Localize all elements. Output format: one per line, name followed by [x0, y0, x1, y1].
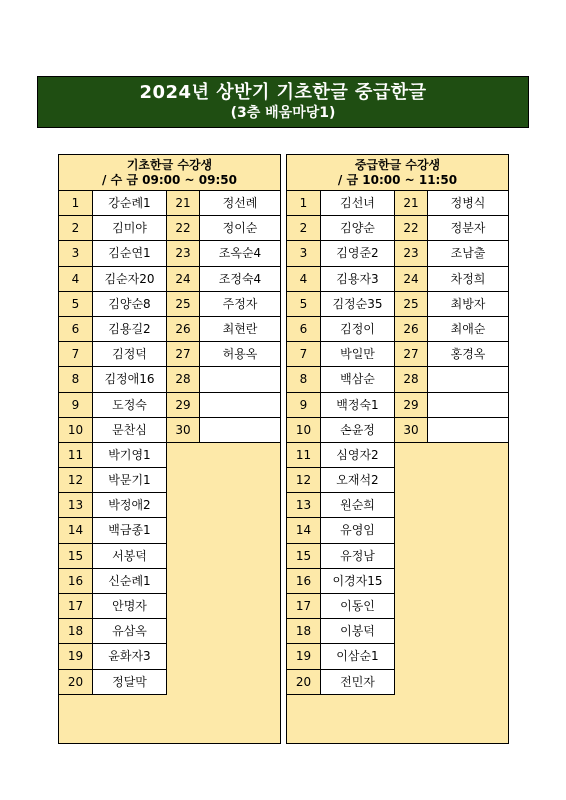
row-number: 29	[395, 393, 428, 418]
table-row	[59, 644, 280, 669]
table-row	[287, 544, 508, 569]
student-name: 최방자	[428, 292, 508, 317]
student-name: 주정자	[200, 292, 280, 317]
student-name: 박정애2	[93, 493, 167, 518]
row-number: 21	[395, 191, 428, 216]
row-number: 25	[395, 292, 428, 317]
student-name: 정이순	[200, 216, 280, 241]
table-row	[287, 619, 508, 644]
row-number: 3	[59, 241, 93, 266]
table-row	[287, 418, 508, 443]
row-number: 10	[287, 418, 321, 443]
student-name: 이봉덕	[321, 619, 395, 644]
table-row	[59, 418, 280, 443]
student-name	[200, 418, 280, 443]
table-row	[287, 241, 508, 266]
table-row	[59, 468, 280, 493]
row-number: 20	[59, 670, 93, 695]
row-number: 10	[59, 418, 93, 443]
student-name: 김용자3	[321, 267, 395, 292]
table-row	[287, 267, 508, 292]
table-row	[287, 216, 508, 241]
student-name: 이동인	[321, 594, 395, 619]
student-name: 오재석2	[321, 468, 395, 493]
table-row	[59, 569, 280, 594]
row-number: 27	[395, 342, 428, 367]
row-number: 19	[287, 644, 321, 669]
row-number: 18	[287, 619, 321, 644]
beginner-class-panel	[58, 154, 281, 744]
student-name: 김정덕	[93, 342, 167, 367]
row-number: 11	[59, 443, 93, 468]
student-name: 백정숙1	[321, 393, 395, 418]
row-number: 27	[167, 342, 200, 367]
row-number: 17	[59, 594, 93, 619]
row-number: 26	[395, 317, 428, 342]
student-name: 김양순8	[93, 292, 167, 317]
row-number: 28	[395, 367, 428, 392]
row-number: 6	[59, 317, 93, 342]
title-banner	[37, 76, 529, 128]
row-number: 13	[287, 493, 321, 518]
row-number: 8	[287, 367, 321, 392]
row-number: 22	[167, 216, 200, 241]
row-number: 8	[59, 367, 93, 392]
table-row	[287, 518, 508, 543]
student-name: 조옥순4	[200, 241, 280, 266]
row-number: 24	[167, 267, 200, 292]
student-name: 조정숙4	[200, 267, 280, 292]
student-name: 백삼순	[321, 367, 395, 392]
row-number: 9	[287, 393, 321, 418]
table-row	[59, 191, 280, 216]
student-name: 최현란	[200, 317, 280, 342]
page-title: 2024년 상반기 기초한글 중급한글	[139, 82, 427, 103]
class-schedule: / 수 금 09:00 ~ 09:50	[102, 173, 237, 187]
student-name	[428, 367, 508, 392]
table-row	[59, 367, 280, 392]
student-name	[200, 393, 280, 418]
row-number: 18	[59, 619, 93, 644]
row-number: 17	[287, 594, 321, 619]
student-name: 신순례1	[93, 569, 167, 594]
class-title: 중급한글 수강생	[354, 158, 441, 172]
row-number: 4	[59, 267, 93, 292]
row-number: 1	[287, 191, 321, 216]
table-row	[59, 594, 280, 619]
student-name: 이경자15	[321, 569, 395, 594]
student-table	[59, 191, 280, 695]
student-name: 정분자	[428, 216, 508, 241]
row-number: 9	[59, 393, 93, 418]
student-name	[428, 393, 508, 418]
row-number: 12	[59, 468, 93, 493]
table-row	[59, 518, 280, 543]
table-row	[287, 443, 508, 468]
table-row	[59, 493, 280, 518]
table-row	[59, 670, 280, 695]
row-number: 30	[167, 418, 200, 443]
table-row	[287, 594, 508, 619]
student-name: 박기영1	[93, 443, 167, 468]
table-row	[59, 216, 280, 241]
row-number: 19	[59, 644, 93, 669]
row-number: 21	[167, 191, 200, 216]
table-row	[287, 644, 508, 669]
student-name: 전민자	[321, 670, 395, 695]
row-number: 22	[395, 216, 428, 241]
student-name: 김영준2	[321, 241, 395, 266]
student-name: 윤화자3	[93, 644, 167, 669]
student-name: 안명자	[93, 594, 167, 619]
table-row	[59, 342, 280, 367]
row-number: 16	[59, 569, 93, 594]
student-name: 이삼순1	[321, 644, 395, 669]
student-name: 서봉덕	[93, 544, 167, 569]
class-header	[287, 155, 508, 191]
student-name: 정달막	[93, 670, 167, 695]
student-name: 김정애16	[93, 367, 167, 392]
table-row	[59, 544, 280, 569]
row-number: 2	[287, 216, 321, 241]
student-name: 최애순	[428, 317, 508, 342]
student-name: 김정이	[321, 317, 395, 342]
row-number: 20	[287, 670, 321, 695]
student-name: 백금종1	[93, 518, 167, 543]
student-name: 김미야	[93, 216, 167, 241]
table-row	[287, 292, 508, 317]
student-name: 김순자20	[93, 267, 167, 292]
table-row	[287, 393, 508, 418]
table-row	[287, 342, 508, 367]
row-number: 30	[395, 418, 428, 443]
table-row	[59, 267, 280, 292]
student-name: 정선례	[200, 191, 280, 216]
table-row	[287, 191, 508, 216]
row-number: 28	[167, 367, 200, 392]
table-row	[59, 619, 280, 644]
row-number: 7	[59, 342, 93, 367]
class-schedule: / 금 10:00 ~ 11:50	[337, 173, 458, 187]
student-name: 김순연1	[93, 241, 167, 266]
row-number: 15	[287, 544, 321, 569]
table-row	[59, 241, 280, 266]
row-number: 24	[395, 267, 428, 292]
student-table	[287, 191, 508, 695]
table-row	[59, 393, 280, 418]
row-number: 11	[287, 443, 321, 468]
table-row	[59, 292, 280, 317]
class-header	[59, 155, 280, 191]
table-row	[287, 367, 508, 392]
student-name: 조남출	[428, 241, 508, 266]
student-name	[428, 418, 508, 443]
row-number: 15	[59, 544, 93, 569]
row-number: 7	[287, 342, 321, 367]
row-number: 6	[287, 317, 321, 342]
student-name: 손윤정	[321, 418, 395, 443]
student-name: 유영임	[321, 518, 395, 543]
row-number: 4	[287, 267, 321, 292]
student-name: 김정순35	[321, 292, 395, 317]
student-name: 강순례1	[93, 191, 167, 216]
row-number: 23	[395, 241, 428, 266]
row-number: 23	[167, 241, 200, 266]
row-number: 1	[59, 191, 93, 216]
student-name: 김양순	[321, 216, 395, 241]
student-name: 문찬심	[93, 418, 167, 443]
row-number: 16	[287, 569, 321, 594]
class-title: 기초한글 수강생	[126, 158, 213, 172]
student-name: 정병식	[428, 191, 508, 216]
student-name: 박문기1	[93, 468, 167, 493]
table-row	[59, 317, 280, 342]
row-number: 14	[287, 518, 321, 543]
table-row	[59, 443, 280, 468]
student-name: 원순희	[321, 493, 395, 518]
student-name: 김선녀	[321, 191, 395, 216]
row-number: 25	[167, 292, 200, 317]
student-name: 유삼옥	[93, 619, 167, 644]
row-number: 26	[167, 317, 200, 342]
student-name: 차정희	[428, 267, 508, 292]
row-number: 12	[287, 468, 321, 493]
row-number: 13	[59, 493, 93, 518]
student-name: 유정남	[321, 544, 395, 569]
table-row	[287, 670, 508, 695]
row-number: 2	[59, 216, 93, 241]
table-row	[287, 493, 508, 518]
row-number: 5	[287, 292, 321, 317]
student-name	[200, 367, 280, 392]
student-name: 허용옥	[200, 342, 280, 367]
student-name: 심영자2	[321, 443, 395, 468]
student-name: 박일만	[321, 342, 395, 367]
row-number: 3	[287, 241, 321, 266]
table-row	[287, 317, 508, 342]
student-name: 김용길2	[93, 317, 167, 342]
table-row	[287, 468, 508, 493]
table-row	[287, 569, 508, 594]
student-name: 도정숙	[93, 393, 167, 418]
intermediate-class-panel	[286, 154, 509, 744]
page-subtitle: (3층 배움마당1)	[230, 105, 336, 121]
row-number: 29	[167, 393, 200, 418]
row-number: 14	[59, 518, 93, 543]
student-name: 홍경옥	[428, 342, 508, 367]
row-number: 5	[59, 292, 93, 317]
